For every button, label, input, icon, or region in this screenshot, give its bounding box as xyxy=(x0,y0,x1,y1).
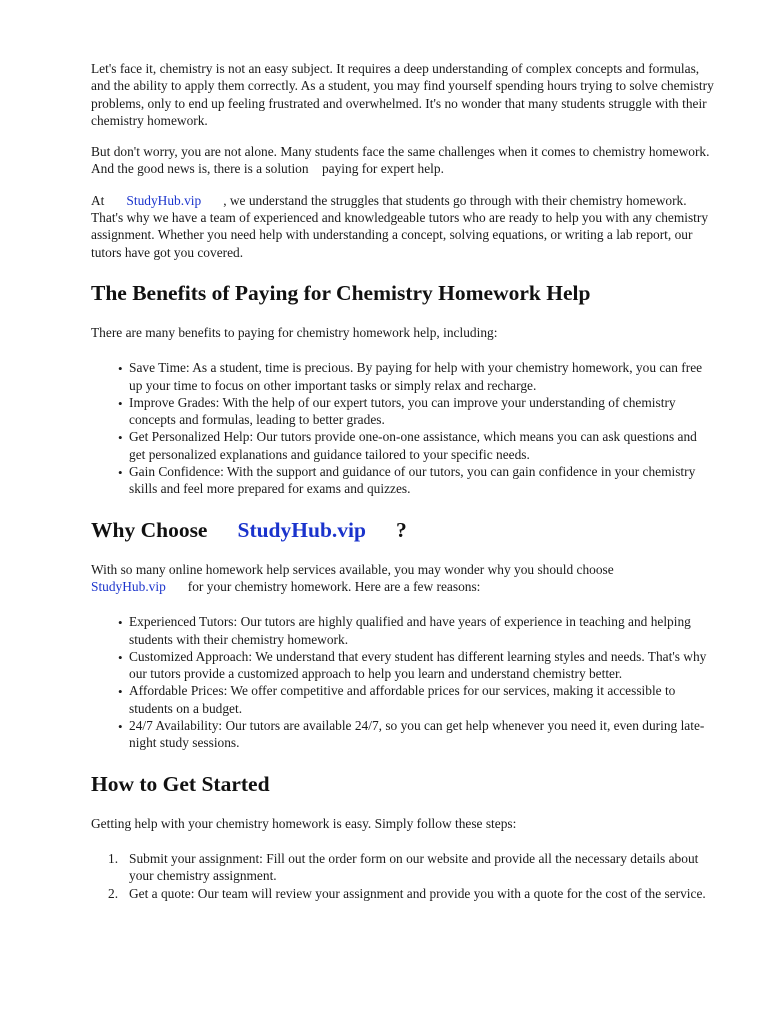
document-page xyxy=(91,60,715,902)
step-number: 1. xyxy=(108,850,119,866)
list-item xyxy=(91,885,715,902)
why-choose-heading-question: ? xyxy=(395,517,407,542)
benefits-list xyxy=(91,359,715,497)
list-item: • Save Time: As a student, time is precious. By paying for help with your chemistry homework, you can free up your time to focus on other important tasks or simply relax and recharge. xyxy=(91,359,715,394)
step-text: Get a quote: Our team will review your assignment and provide you with a quote for the cost of the service. xyxy=(129,885,706,901)
intro-paragraph-3-text: , we understand the struggles that students go through with their chemistry homework. That's why we have a team of experienced and knowledgeable tutors who are ready to help you with any chemistry assignment. Whether you need help with understanding a concept, solving equations, or writing a lab report, our tutors have got you covered. xyxy=(91,192,709,260)
get-started-intro: Getting help with your chemistry homework is easy. Simply follow these steps: xyxy=(91,815,517,831)
list-item: • 24/7 Availability: Our tutors are available 24/7, so you can get help whenever you need it, even during late-night study sessions. xyxy=(91,717,715,752)
step-text: Submit your assignment: Fill out the order form on our website and provide all the necessary details about your chemistry assignment. xyxy=(129,850,699,884)
why-choose-intro-tail: for your chemistry homework. Here are a few reasons: xyxy=(187,578,481,594)
why-choose-intro-text: With so many online homework help services available, you may wonder why you should choose xyxy=(91,561,614,577)
list-item: • Get Personalized Help: Our tutors provide one-on-one assistance, which means you can ask questions and get personalized explanations and guidance tailored to your specific needs. xyxy=(91,428,715,463)
intro-paragraph-1: Let's face it, chemistry is not an easy subject. It requires a deep understanding of complex concepts and formulas, and the ability to apply them correctly. As a student, you may find yourself spending hours trying to solve chemistry problems, only to end up feeling frustrated and overwhelmed. It's no wonder that many students struggle with their chemistry homework. xyxy=(91,61,714,128)
intro-paragraph-2-text: But don't worry, you are not alone. Many students face the same challenges when it comes to chemistry homework. And the good news is, there is a solution xyxy=(91,144,710,177)
list-item: • Experienced Tutors: Our tutors are highly qualified and have years of experience in teaching and helping students with their chemistry homework. xyxy=(91,613,715,648)
benefits-intro: There are many benefits to paying for chemistry homework help, including: xyxy=(91,324,498,340)
reasons-list xyxy=(91,613,715,751)
list-item xyxy=(91,850,715,885)
why-choose-intro xyxy=(91,561,715,596)
why-choose-heading-text: Why Choose xyxy=(91,517,208,542)
benefits-heading: The Benefits of Paying for Chemistry Homework Help xyxy=(91,280,591,305)
list-item: • Improve Grades: With the help of our expert tutors, you can improve your understanding of chemistry concepts and formulas, leading to better grades. xyxy=(91,394,715,429)
why-choose-heading xyxy=(91,517,715,543)
intro-paragraph-2-tail: paying for expert help. xyxy=(321,161,444,177)
intro-paragraph-3 xyxy=(91,192,715,261)
steps-list xyxy=(91,850,715,902)
studyhub-heading-link[interactable]: StudyHub.vip xyxy=(237,517,366,542)
get-started-heading: How to Get Started xyxy=(91,771,270,796)
intro-paragraph-2 xyxy=(91,143,715,178)
intro-paragraph-3-lead: At xyxy=(91,192,105,208)
list-item: • Affordable Prices: We offer competitive and affordable prices for our services, making it accessible to students on a budget. xyxy=(91,682,715,717)
list-item: • Customized Approach: We understand that every student has different learning styles and needs. That's why our tutors provide a customized approach to help you learn and understand chemistry better. xyxy=(91,648,715,683)
studyhub-intro-link[interactable]: StudyHub.vip xyxy=(91,578,166,594)
list-item: • Gain Confidence: With the support and guidance of our tutors, you can gain confidence in your chemistry skills and feel more prepared for exams and quizzes. xyxy=(91,463,715,498)
step-number: 2. xyxy=(108,885,119,901)
studyhub-link[interactable]: StudyHub.vip xyxy=(126,192,202,208)
